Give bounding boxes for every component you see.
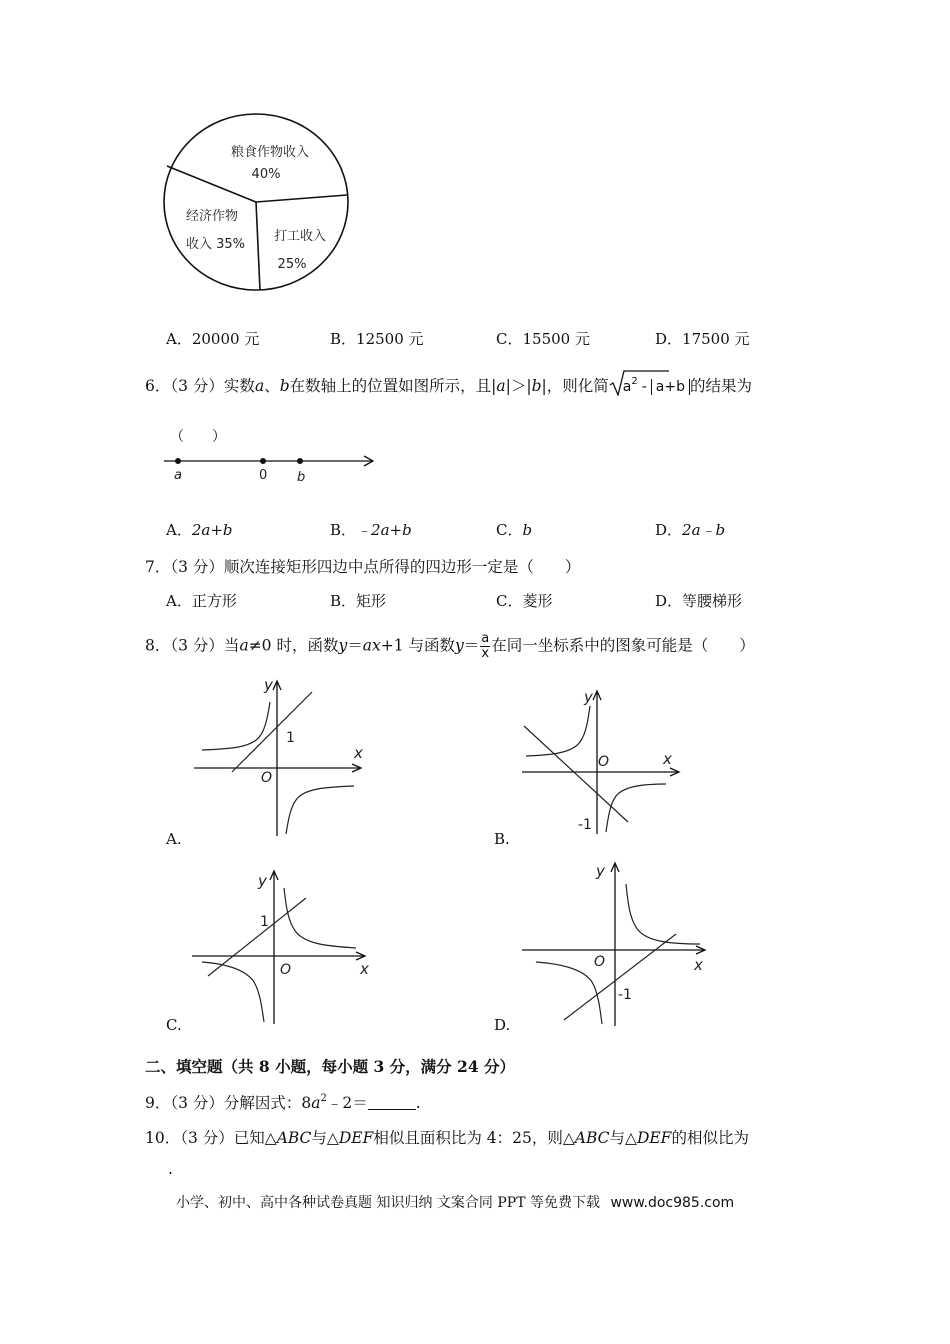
question-text: 在数轴上的位置如图所示，且| [289,377,497,395]
fraction [480,632,490,661]
intercept-label: 1 [286,730,295,746]
hyperbola-branch [526,706,590,756]
option-d: D. [494,1016,511,1034]
graph-d [516,858,711,1028]
option-c [496,590,553,611]
option-letter: B． [330,521,357,539]
period: . [415,1094,421,1112]
label-b: b [297,470,306,485]
question-7: 7．（3 分）顺次连接矩形四边中点所得的四边形一定是（ ） [145,558,581,576]
question-text: 的结果为 [689,377,752,395]
var-a: a [496,377,506,395]
question-score: （3 分） [170,377,224,395]
question-text: ﹣2＝ [326,1094,368,1112]
question-text: 实数 [223,377,255,395]
triangle-abc: ABC [574,1129,610,1147]
pie-slice-value: 40% [251,167,281,182]
sqrt-expression [609,376,690,395]
option-b: B. [494,830,510,848]
option-d [655,590,742,611]
pie-slice-label: 经济作物 [186,209,239,224]
line-graph [564,934,676,1020]
option-b [330,519,412,540]
question-score: （3 分） [170,636,224,655]
option-text: 12500 元 [356,330,424,348]
option-letter: A． [166,592,192,610]
option-a [166,590,237,611]
section-title: 二、填空题（共 8 小题，每小题 3 分，满分 24 分） [145,1057,516,1076]
option-c [496,519,532,540]
option-text: 20000 元 [191,330,260,348]
point-zero [260,458,266,464]
var-a: a [311,1094,321,1112]
exponent: 2 [320,1093,327,1104]
question-number: 6． [145,377,171,395]
origin-label: O [261,770,273,786]
question-text: |，则化简 [541,377,609,395]
axis-label-y: y [596,862,605,880]
var-y: y [455,636,464,655]
var-ax: ax [362,636,381,655]
option-letter: A． [166,330,192,348]
axis-label-x: x [663,750,672,768]
hyperbola-branch [284,888,356,948]
question-text: 的相似比为 [671,1129,749,1147]
option-text: ﹣2a+b [356,521,412,539]
question-text: 与△ [311,1129,339,1147]
triangle-def: DEF [338,1129,374,1147]
line-graph [524,726,628,822]
option-text: 矩形 [356,592,387,610]
option-d [655,328,750,349]
sqrt-sign [609,370,669,396]
option-text: 17500 元 [682,330,750,348]
option-c: C. [166,1016,182,1034]
option-letter: B． [330,330,357,348]
point-b [297,458,303,464]
hyperbola-branch [626,884,700,944]
option-a [166,328,259,349]
option-b [330,328,424,349]
option-letter: C． [496,592,523,610]
question-6 [145,374,752,396]
hyperbola-branch [286,786,354,834]
origin-label: O [594,954,606,970]
option-text: b [522,521,533,539]
question-text: 10．（3 分）已知△ [145,1129,277,1147]
answer-blank[interactable] [368,1095,416,1110]
option-c [496,328,590,349]
abs-content: a+b [655,379,685,395]
question-text: ＝ [347,636,363,655]
intercept-label: -1 [578,817,592,833]
hyperbola-branch [536,962,602,1024]
var-a: a [254,377,265,395]
question-number: 8． [145,636,171,655]
axis-label-y: y [258,872,267,890]
hyperbola-branch [606,784,666,832]
option-letter: C． [496,521,523,539]
answer-paren: （ ） [170,429,226,445]
question-8 [145,632,755,661]
question-text: 相似且面积比为 4：25，则△ [373,1129,575,1147]
question-9 [145,1091,421,1113]
graph-c [188,866,373,1026]
axis-label-x: x [354,744,363,762]
question-text: +1 与函数 [380,636,456,655]
var-b: b [279,377,290,395]
intercept-label: -1 [618,987,632,1003]
line-graph [208,898,306,976]
axis-label-x: x [360,960,369,978]
origin-label: O [598,754,610,770]
var-a: a [239,636,249,655]
option-text: 2a﹣b [682,521,726,539]
option-b [330,590,386,611]
minus-sign: - [641,379,647,395]
option-letter: B． [330,592,357,610]
question-text: 9．（3 分）分解因式：8 [145,1094,312,1112]
question-10 [145,1126,749,1148]
point-a [175,458,181,464]
axis-label-y: y [584,688,593,706]
denominator: x [481,646,490,661]
option-text: 15500 元 [522,330,590,348]
footer-text: 小学、初中、高中各种试卷真题 知识归纳 文案合同 PPT 等免费下载 [176,1195,600,1211]
pie-slice-label: 打工收入 [273,229,327,244]
radicand: a [622,379,632,395]
axis-label-y: y [264,676,273,694]
exponent: 2 [631,376,638,387]
option-text: 2a+b [191,521,233,539]
origin-label: O [280,962,292,978]
intercept-label: 1 [260,914,269,930]
option-text: 正方形 [191,592,237,610]
var-y: y [338,636,348,655]
option-letter: D． [655,330,683,348]
option-text: 等腰梯形 [682,592,743,610]
question-text: ＝ [463,636,480,655]
hyperbola-branch [202,702,270,750]
question-text: 与△ [609,1129,637,1147]
label-zero: 0 [259,468,268,483]
graph-a [188,676,368,841]
triangle-abc: ABC [276,1129,312,1147]
label-a: a [174,468,182,483]
var-b: b [531,377,542,395]
question-text: |＞| [505,377,532,395]
answer-period: . [168,1160,173,1178]
question-text: 在同一坐标系中的图象可能是（ ） [491,636,755,655]
footer-link[interactable]: www.doc985.com [610,1195,735,1211]
question-text: ≠0 时，函数 [248,636,339,655]
pie-chart [160,112,356,294]
question-text: 当 [223,636,240,655]
pie-slice-label: 收入 35% [186,237,246,252]
option-letter: D． [655,592,683,610]
pie-slice-label: 粮食作物收入 [230,145,310,160]
number-line [160,450,380,486]
line-graph [232,692,312,772]
option-letter: A． [166,521,192,539]
numerator: a [481,631,490,646]
option-letter: C． [496,330,523,348]
question-text: 、 [264,377,280,395]
option-a: A. [166,830,182,848]
option-d [655,519,725,540]
option-a [166,519,233,540]
option-text: 菱形 [522,592,553,610]
graph-b [516,686,686,836]
pie-slice-value: 25% [277,257,307,272]
footer [176,1192,734,1212]
option-letter: D． [655,521,683,539]
hyperbola-branch [202,962,264,1022]
triangle-def: DEF [636,1129,672,1147]
axis-label-x: x [694,956,703,974]
